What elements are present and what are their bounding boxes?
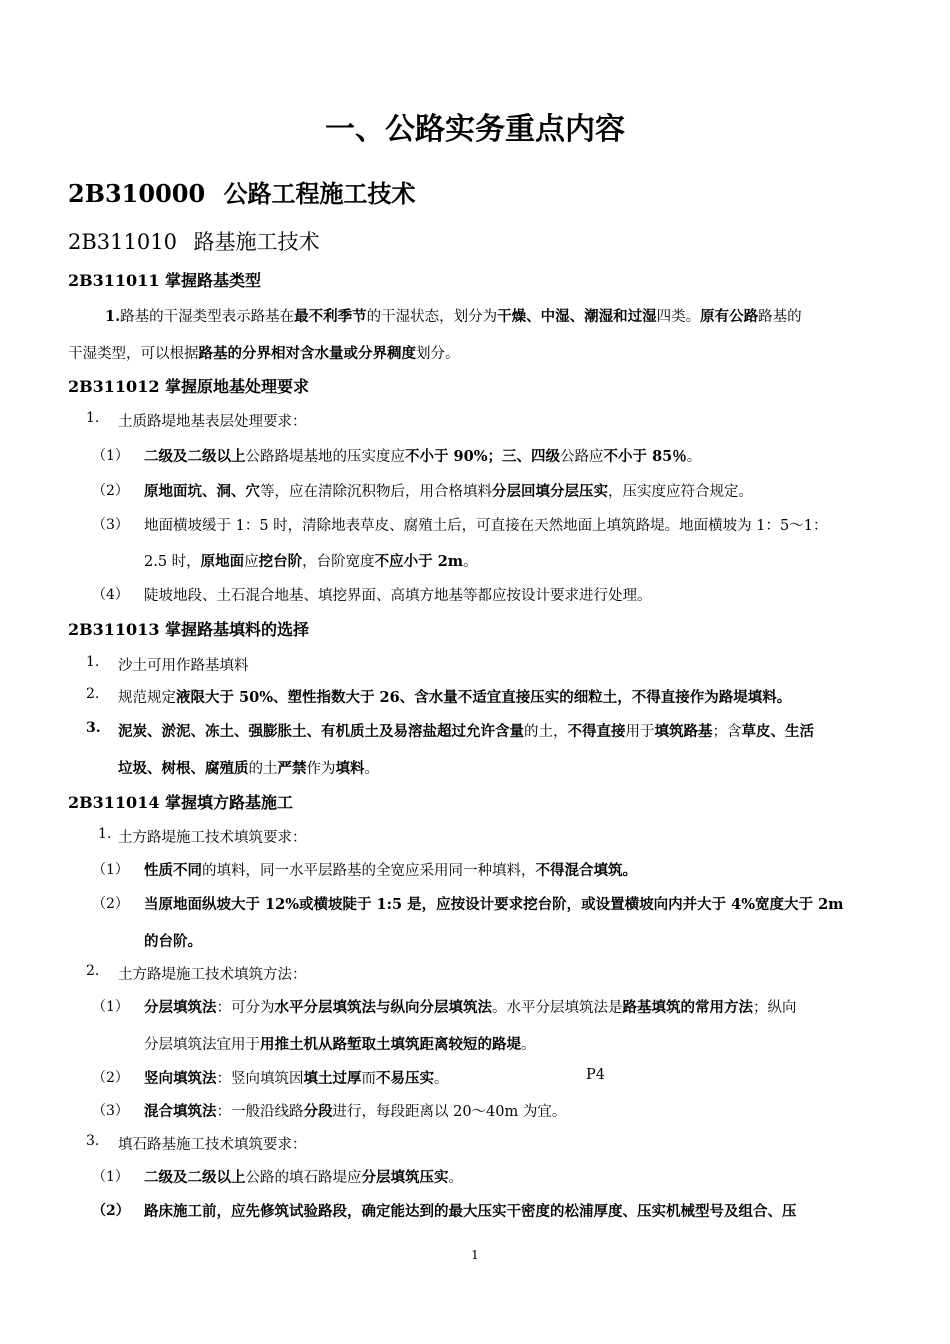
list-number: （1） <box>92 862 129 878</box>
heading-2B311011: 2B311011 掌握路基类型 <box>68 271 262 290</box>
list-item-continued: 分层填筑法宜用于用推土机从路堑取土填筑距离较短的路堤。 <box>144 1036 536 1053</box>
list-number: （2） <box>92 1070 129 1086</box>
page-reference: P4 <box>586 1067 605 1083</box>
list-number: 2. <box>86 686 100 702</box>
subsection-code: 2B311010 <box>68 230 177 254</box>
list-item-continued: 垃圾、树根、腐殖质的土严禁作为填料。 <box>118 760 379 777</box>
list-item: 填石路基施工技术填筑要求： <box>118 1137 307 1153</box>
list-number: （2） <box>92 1203 130 1219</box>
list-number: （1） <box>92 999 129 1015</box>
list-item: 路床施工前，应先修筑试验路段，确定能达到的最大压实干密度的松浦厚度、压实机械型号及组合、压 <box>144 1203 797 1220</box>
heading-2B311014: 2B311014 掌握填方路基施工 <box>68 793 294 812</box>
list-item: 土质路堤地基表层处理要求： <box>118 414 307 430</box>
list-item: 分层填筑法：可分为水平分层填筑法与纵向分层填筑法。水平分层填筑法是路基填筑的常用方法；纵向 <box>144 999 797 1016</box>
list-item: 地面横坡缓于 1：5 时，清除地表草皮、腐殖土后，可直接在天然地面上填筑路堤。地面横坡为 1：5～1： <box>144 518 828 534</box>
list-number: （1） <box>92 1169 129 1185</box>
heading-2B311013: 2B311013 掌握路基填料的选择 <box>68 620 310 639</box>
list-number: （4） <box>92 587 129 603</box>
list-number: 2. <box>86 963 100 979</box>
list-item: 竖向填筑法：竖向填筑因填土过厚而不易压实。 <box>144 1070 449 1087</box>
list-number: （3） <box>92 1103 129 1119</box>
section-code: 2B310000 <box>68 179 206 208</box>
page-title: 一、公路实务重点内容 <box>325 112 625 147</box>
paragraph-line: 1.路基的干湿类型表示路基在最不利季节的干湿状态，划分为干燥、中湿、潮湿和过湿四类。原有公路路基的 <box>105 308 802 325</box>
list-item-continued: 的台阶。 <box>144 933 202 950</box>
list-number: 1. <box>86 654 100 670</box>
list-item: 二级及二级以上公路的填石路堤应分层填筑压实。 <box>144 1169 463 1186</box>
list-number: （1） <box>92 448 129 464</box>
list-item-continued: 2.5 时，原地面应挖台阶，台阶宽度不应小于 2m。 <box>144 553 478 570</box>
page-number: 1 <box>471 1248 479 1262</box>
list-number: （3） <box>92 517 129 533</box>
list-item: 土方路堤施工技术填筑要求： <box>118 830 307 846</box>
list-item: 泥炭、淤泥、冻土、强膨胀土、有机质土及易溶盐超过允许含量的土，不得直接用于填筑路基；含草皮、生活 <box>118 723 814 740</box>
list-number: 1. <box>98 826 112 842</box>
list-item: 土方路堤施工技术填筑方法： <box>118 967 307 983</box>
list-number: （2） <box>92 896 129 912</box>
list-item: 混合填筑法：一般沿线路分段进行，每段距离以 20～40m 为宜。 <box>144 1103 567 1120</box>
list-item: 性质不同的填料，同一水平层路基的全宽应采用同一种填料，不得混合填筑。 <box>144 862 637 879</box>
section-heading <box>68 174 416 209</box>
list-item: 二级及二级以上公路路堤基地的压实度应不小于 90%；三、四级公路应不小于 85％。 <box>144 448 702 465</box>
list-number: 3. <box>86 1133 100 1149</box>
list-item: 原地面坑、洞、穴等，应在清除沉积物后，用合格填料分层回填分层压实，压实度应符合规定。 <box>144 483 753 500</box>
list-number: （2） <box>92 483 129 499</box>
list-number: 1. <box>86 410 100 426</box>
section-name: 公路工程施工技术 <box>223 179 416 208</box>
subsection-heading <box>68 226 320 256</box>
heading-2B311012: 2B311012 掌握原地基处理要求 <box>68 377 310 396</box>
list-item: 当原地面纵坡大于 12%或横坡陡于 1:5 是，应按设计要求挖台阶，或设置横坡向内并大于 4%宽度大于 2m <box>144 896 844 913</box>
paragraph-line: 干湿类型，可以根据路基的分界相对含水量或分界稠度划分。 <box>68 345 460 362</box>
list-number: 3. <box>86 720 101 736</box>
list-item: 沙土可用作路基填料 <box>118 658 249 674</box>
list-item: 规范规定液限大于 50%、塑性指数大于 26、含水量不适宜直接压实的细粒土，不得直接作为路堤填料。 <box>118 689 792 706</box>
subsection-name: 路基施工技术 <box>193 230 320 254</box>
list-item: 陡坡地段、土石混合地基、填挖界面、高填方地基等都应按设计要求进行处理。 <box>144 588 652 604</box>
